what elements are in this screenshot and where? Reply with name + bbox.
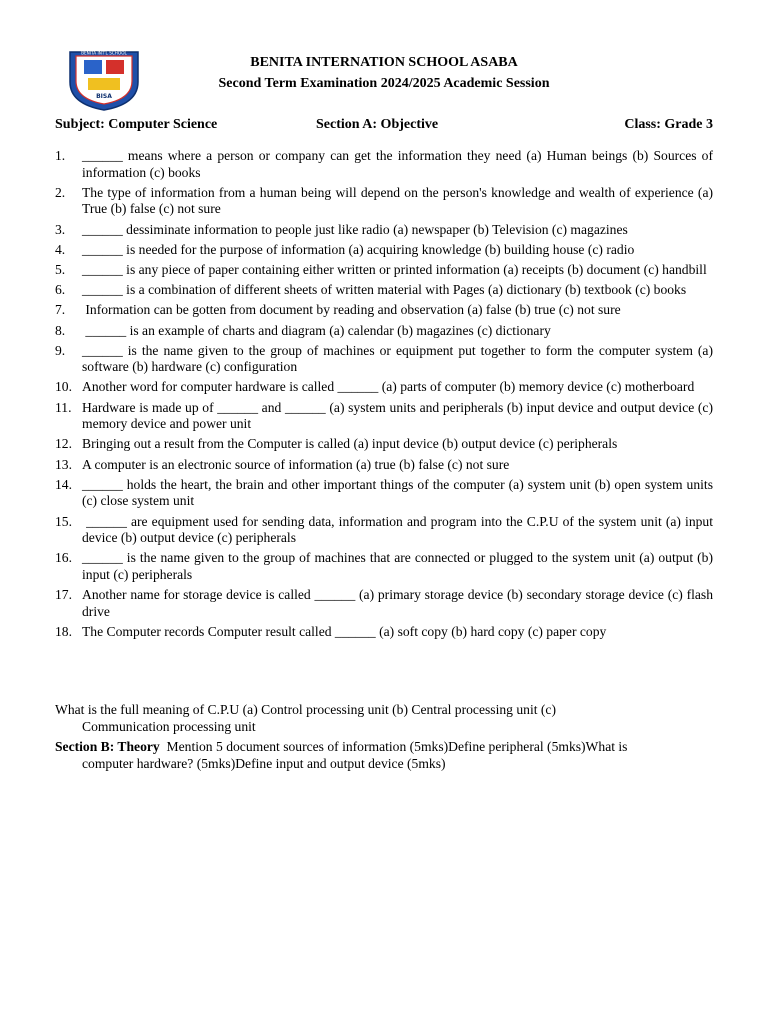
question-number: 6. [55,282,66,298]
question-item [55,148,717,181]
question-item [55,282,713,299]
question-number: 2. [55,184,66,200]
question-item [55,436,713,453]
question-number: 4. [55,241,66,257]
question-item [55,302,713,319]
question-number: 15. [55,513,72,529]
question-text: Information can be gotten from document by reading and observation (a) false (b) true (c) not sure [82,302,621,318]
question-text: ______ dessiminate information to people just like radio (a) newspaper (b) Television (c) magazines [82,221,628,237]
question-number: 3. [55,221,66,237]
question-number: 14. [55,476,72,492]
question-text: ______ is a combination of different sheets of written material with Pages (a) dictionary (b) textbook (c) books [82,282,687,298]
question-item [55,184,717,218]
question-item [55,476,717,510]
question-text: ______ holds the heart, the brain and other important things of the computer (a) system unit (b) open system units (c) close system unit [82,476,717,509]
question-text: ______ is any piece of paper containing either written or printed information (a) receipts (b) document (c) handbill [82,261,707,277]
question-text: ______ is needed for the purpose of information (a) acquiring knowledge (b) building house (c) radio [82,241,635,257]
question-text: ______ is the name given to the group of machines that are connected or plugged to the system unit (a) output (b) input (c) peripherals [82,550,717,582]
question-item [55,222,713,239]
question-number: 16. [55,550,72,566]
question-text: Another word for computer hardware is called ______ (a) parts of computer (b) memory device (c) motherboard [82,379,695,395]
theory-first: Mention 5 document sources of information (5mks)Define peripheral (5mks)What is [166,739,628,754]
question-number: 17. [55,587,72,603]
question-text: ______ is the name given to the group of machines or equipment put together to form the computer system (a) software (b) hardware (c) configuration [82,342,717,375]
section-label: Section A: Objective [316,117,439,132]
question-number: 10. [55,379,72,395]
exam-meta-row [55,117,713,135]
question-list [55,148,717,644]
question-item [55,624,713,641]
question-item [55,550,717,583]
school-name: BENITA INTERNATION SCHOOL ASABA [250,55,518,70]
question-number: 11. [55,399,72,415]
question-item [55,457,713,474]
question-number: 9. [55,342,66,358]
exam-title: Second Term Examination 2024/2025 Academic Session [218,76,550,91]
question-text: The Computer records Computer result called ______ (a) soft copy (b) hard copy (c) paper copy [82,623,607,639]
cpu-question-rest: Communication processing unit [82,718,256,734]
logo-letters: BISA [96,93,112,100]
question-number: 1. [55,148,66,163]
theory-section [55,739,713,772]
question-item [55,587,717,620]
question-text: ______ are equipment used for sending data, information and program into the C.P.U of the system unit (a) input device (b) output device (c) peripherals [82,513,717,546]
question-item [55,342,717,376]
question-number: 8. [55,322,66,338]
theory-label: Section B: Theory [55,739,160,754]
question-text: ______ means where a person or company can get the information they need (a) Human beings (b) Sources of information (c) books [82,148,717,180]
question-text: Hardware is made up of ______ and ______ (a) system units and peripherals (b) input device and output device (c) memory device and power unit [82,399,717,432]
question-number: 12. [55,436,72,452]
question-item [55,399,717,433]
cpu-question-first: What is the full meaning of C.P.U (a) Control processing unit (b) Central processing unit (c) [55,702,556,717]
question-text: A computer is an electronic source of information (a) true (b) false (c) not sure [82,456,510,472]
question-number: 7. [55,302,66,318]
cpu-question [55,702,713,735]
question-number: 13. [55,456,72,472]
question-item [55,242,713,259]
question-item [55,379,713,396]
question-number: 18. [55,623,72,639]
theory-rest: computer hardware? (5mks)Define input and output device (5mks) [82,755,446,771]
question-text: ______ is an example of charts and diagram (a) calendar (b) magazines (c) dictionary [82,322,551,338]
question-number: 5. [55,261,66,277]
question-item [55,262,713,279]
subject-label: Subject: Computer Science [55,117,218,132]
question-text: The type of information from a human being will depend on the person's knowledge and wealth of experience (a) True (b) false (c) not sure [82,184,717,217]
question-item [55,513,717,547]
question-text: Bringing out a result from the Computer is called (a) input device (b) output device (c) peripherals [82,436,618,452]
logo-ring-text: BENITA INT'L SCHOOL [81,50,127,56]
question-text: Another name for storage device is called ______ (a) primary storage device (b) secondary storage device (c) flash drive [82,587,717,619]
class-label: Class: Grade 3 [624,117,713,132]
question-item [55,323,713,340]
